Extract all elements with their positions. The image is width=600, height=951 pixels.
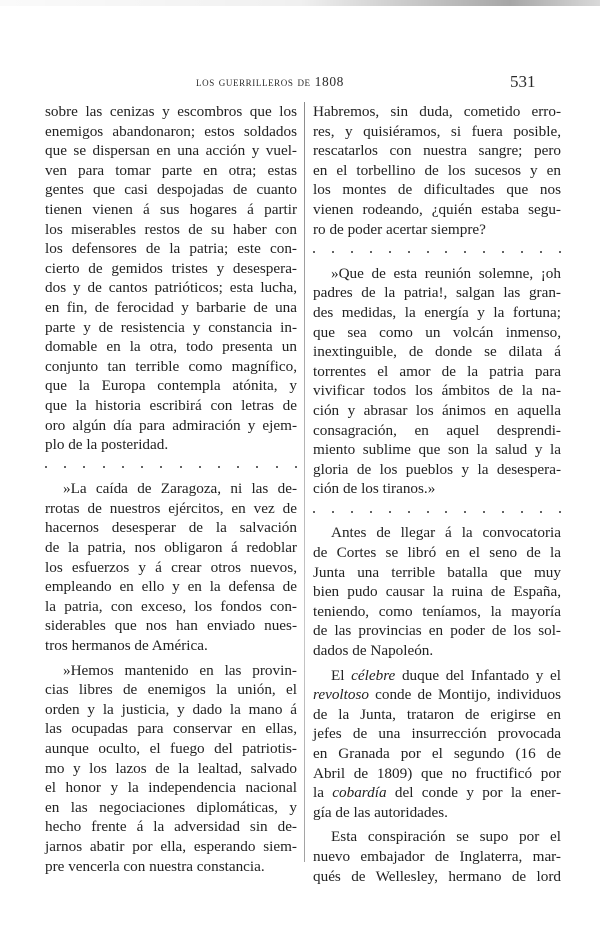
ellipsis-dot: [540, 511, 542, 513]
ellipsis-dot: [389, 511, 391, 513]
text-line: vivificar todos los ámbitos de la na-: [313, 382, 561, 400]
text-line: orden y la justicia, y dado la mano á: [45, 700, 297, 718]
ellipsis-dot: [408, 251, 410, 253]
text-line: res, y quisiéramos, si fuera posible,: [313, 122, 561, 140]
text-line: mo y los lazos de la lealtad, salvado: [45, 759, 297, 777]
italic-word: revoltoso: [313, 686, 369, 704]
ellipsis-dot: [408, 511, 410, 513]
text-line: Abril de 1809) que no fructificó por: [313, 764, 561, 782]
paragraph: [313, 264, 561, 499]
ellipsis-dot: [502, 511, 504, 513]
ellipsis-dot: [122, 466, 124, 468]
ellipsis-dot: [464, 251, 466, 253]
paragraph: [313, 523, 561, 660]
text-line: en las negociaciones diplomáticas, y: [45, 798, 297, 816]
text-line: que se dispersan en una acción y vuel-: [45, 142, 297, 160]
text-line: padres de la patria!, salgan las gran-: [313, 284, 561, 302]
text-line: vienen rodeando, ¿quién estaba segu-: [313, 200, 561, 218]
ellipsis-separator: [313, 242, 561, 262]
ellipsis-dot: [351, 251, 353, 253]
ellipsis-dot: [276, 466, 278, 468]
text-line: enemigos abandonaron; estos soldados: [45, 122, 297, 140]
ellipsis-dot: [559, 511, 561, 513]
text-line: rescatarlos con nuestra sangre; pero: [313, 142, 561, 160]
paragraph: [313, 102, 561, 239]
text-line: rrotas de nuestros ejércitos, en vez de: [45, 499, 297, 517]
text-line: nuevo embajador de Inglaterra, mar-: [313, 847, 561, 865]
text-line: los esfuerzos y á crear otros nuevos,: [45, 558, 297, 576]
right-column: [313, 102, 561, 886]
text-line: empleando en ello y en la defensa de: [45, 578, 297, 596]
ellipsis-dot: [103, 466, 105, 468]
ellipsis-dot: [483, 511, 485, 513]
ellipsis-dot: [180, 466, 182, 468]
text-line: miento sublime que son la salud y la: [313, 441, 561, 459]
text-line: cierto de gemidos tristes y desespera-: [45, 259, 297, 277]
text-line: que sea como un volcán inmenso,: [313, 323, 561, 341]
text-line: »La caída de Zaragoza, ni las de-: [63, 480, 297, 498]
left-column: [45, 102, 297, 876]
text-line: ción de los tiranos.»: [313, 480, 436, 498]
text-line: de Cortes se libró en el seno de la: [313, 544, 561, 562]
text-line: inextinguible, de donde se dilata á: [313, 343, 561, 361]
text-line: qués de Wellesley, hermano de lord: [313, 867, 561, 885]
text-line: tros hermanos de América.: [45, 637, 208, 655]
italic-word: célebre: [351, 666, 396, 684]
text-line: domable en la otra, todo presenta un: [45, 338, 297, 356]
text-line: »Que de esta reunión solemne, ¡oh: [331, 264, 561, 282]
ellipsis-dot: [389, 251, 391, 253]
ellipsis-dot: [256, 466, 258, 468]
text-line: de la patria, nos obligaron á redoblar: [45, 539, 297, 557]
ellipsis-dot: [464, 511, 466, 513]
text-line: Junta una terrible batalla que muy: [313, 563, 561, 581]
text-line: hacernos desesperar de la salvación: [45, 519, 297, 537]
text-line: en fin, de ferocidad y barbarie de una: [45, 298, 297, 316]
text-line: plo de la posteridad.: [45, 436, 169, 454]
ellipsis-dot: [521, 511, 523, 513]
ellipsis-dot: [521, 251, 523, 253]
ellipsis-dot: [332, 251, 334, 253]
text-line: que la historia escribirá con letras de: [45, 396, 297, 414]
text-line: Esta conspiración se supo por el: [331, 828, 561, 846]
text-line: consagración, en aquel desprendi-: [313, 421, 561, 439]
text-line: revoltoso conde de Montijo, individuos: [313, 686, 561, 704]
ellipsis-dot: [427, 251, 429, 253]
text-line: gentes que casi despojadas de cuanto: [45, 181, 297, 199]
ellipsis-dot: [160, 466, 162, 468]
ellipsis-dot: [313, 251, 315, 253]
ellipsis-dot: [313, 511, 315, 513]
text-line: el honor y la independencia nacional: [45, 779, 297, 797]
paragraph: [313, 827, 561, 886]
text-line: los miserables restos de su haber con: [45, 220, 297, 238]
text-line: teniendo, como teníamos, la mayoría: [313, 602, 561, 620]
ellipsis-dot: [445, 511, 447, 513]
ellipsis-dot: [218, 466, 220, 468]
ellipsis-separator: [45, 458, 297, 478]
text-line: »Hemos mantenido en las provin-: [63, 661, 297, 679]
text-line: de las provincias en poder de los sol-: [313, 622, 561, 640]
ellipsis-separator: [313, 502, 561, 522]
text-line: que la Europa contempla atónita, y: [45, 377, 297, 395]
text-line: des medidas, la energía y la fortuna;: [313, 303, 561, 321]
text-line: El célebre duque del Infantado y el: [331, 666, 561, 684]
ellipsis-dot: [427, 511, 429, 513]
ellipsis-dot: [83, 466, 85, 468]
paragraph: [313, 666, 561, 823]
paragraph: [45, 479, 297, 655]
ellipsis-dot: [64, 466, 66, 468]
text-line: jefes de una insurrección provocada: [313, 725, 561, 743]
ellipsis-dot: [199, 466, 201, 468]
text-line: de la Junta, trataron de erigirse en: [313, 705, 561, 723]
text-line: parte y de resistencia y constancia in-: [45, 318, 297, 336]
column-divider: [304, 102, 305, 862]
text-line: pre vencerla con nuestra constancia.: [45, 857, 265, 875]
text-line: en el torbellino de los sucesos y en: [313, 161, 561, 179]
text-line: gía de las autoridades.: [313, 803, 448, 821]
text-line: cias libres de enemigos la unión, el: [45, 681, 297, 699]
text-line: la patria, con exceso, los fondos con-: [45, 597, 297, 615]
text-line: la cobardía del conde y por la ener-: [313, 784, 561, 802]
text-line: Antes de llegar á la convocatoria: [331, 524, 561, 542]
page-number: 531: [510, 72, 536, 91]
ellipsis-dot: [559, 251, 561, 253]
scan-edge-shadow: [0, 0, 600, 6]
running-title: los guerrilleros de 1808: [196, 74, 345, 89]
text-line: torrentes el amor de la patria para: [313, 362, 561, 380]
text-line: ven para tomar parte en otra; estas: [45, 161, 297, 179]
text-line: en Granada por el segundo (16 de: [313, 745, 561, 762]
ellipsis-dot: [502, 251, 504, 253]
ellipsis-dot: [370, 511, 372, 513]
paragraph: [45, 661, 297, 877]
text-line: hecho frente á la adversidad sin de-: [45, 818, 297, 836]
text-line: sobre las cenizas y escombros que los: [45, 103, 297, 120]
ellipsis-dot: [445, 251, 447, 253]
ellipsis-dot: [295, 466, 297, 468]
text-line: dados de Napoleón.: [313, 642, 434, 660]
text-line: conjunto tan terrible como magnífico,: [45, 357, 297, 375]
ellipsis-dot: [141, 466, 143, 468]
text-line: ro de poder acertar siempre?: [313, 220, 486, 238]
paragraph: [45, 102, 297, 455]
running-header: [0, 74, 600, 94]
text-line: ción y abrasar los ánimos en aquella: [313, 401, 561, 419]
ellipsis-dot: [351, 511, 353, 513]
text-line: jarnos abatir por ella, esperando siem-: [45, 837, 297, 855]
ellipsis-dot: [237, 466, 239, 468]
text-line: los defensores de la patria; este con-: [45, 240, 297, 258]
ellipsis-dot: [332, 511, 334, 513]
ellipsis-dot: [483, 251, 485, 253]
ellipsis-dot: [45, 466, 47, 468]
text-line: siderables que nos han enviado nues-: [45, 617, 297, 635]
text-line: aunque oculto, el fuego del patriotis-: [45, 740, 297, 757]
text-line: Habremos, sin duda, cometido erro-: [313, 103, 561, 120]
text-line: los montes de dificultades que nos: [313, 181, 561, 199]
text-line: tienen vienen á sus hogares á partir: [45, 200, 297, 218]
text-line: gloria de los pueblos y la desespera-: [313, 460, 561, 478]
ellipsis-dot: [370, 251, 372, 253]
text-line: oro algún día para admiración y ejem-: [45, 416, 297, 434]
italic-word: cobardía: [332, 784, 387, 802]
text-line: las ocupadas para conservar en ellas,: [45, 720, 297, 738]
text-line: dos y de cantos patrióticos; esta lucha,: [45, 279, 297, 297]
ellipsis-dot: [540, 251, 542, 253]
text-line: bien pudo causar la ruina de España,: [313, 583, 561, 601]
